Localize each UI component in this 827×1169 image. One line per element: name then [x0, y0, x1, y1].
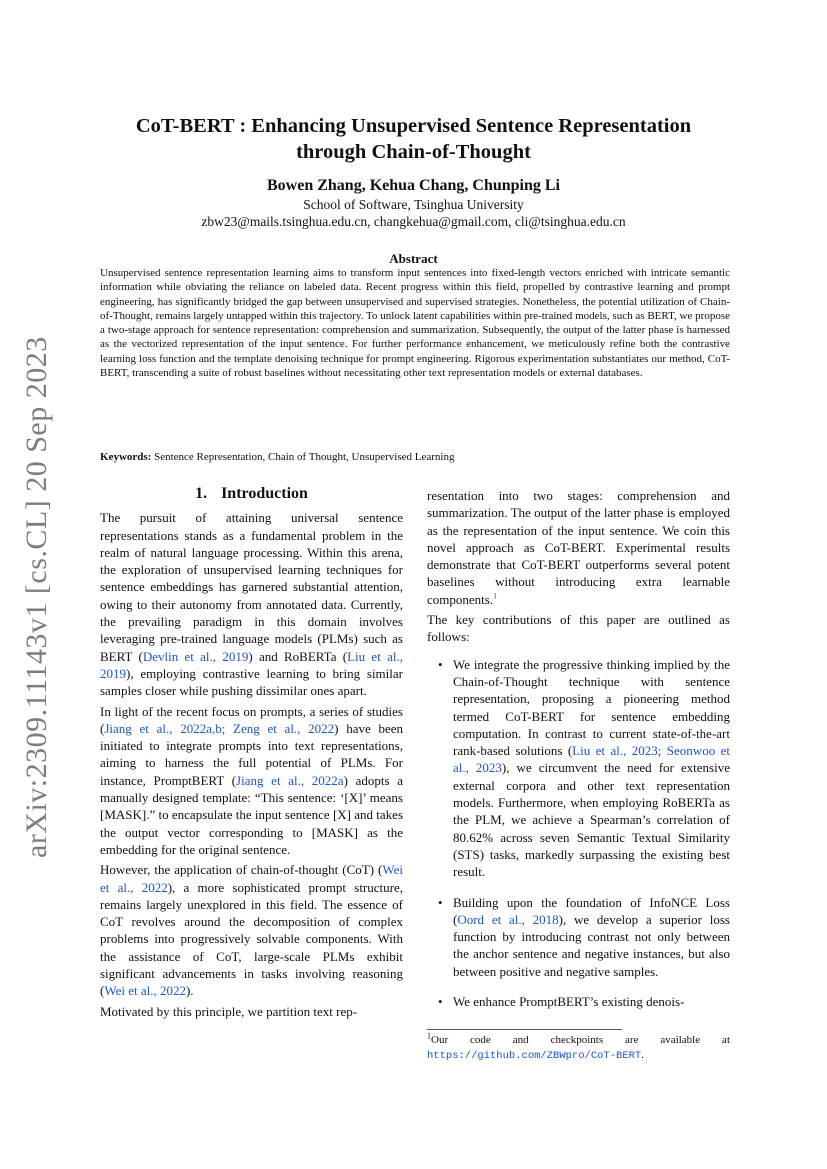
citation-link[interactable]: Liu et al., 2019: [100, 648, 403, 681]
contributions-lead: The key contributions of this paper are outlined as follows:: [427, 612, 730, 645]
list-item: • We integrate the progressive thinking implied by the Chain-of-Thought technique with sentence representation, proposing a pioneering method termed CoT-BERT for sentence embedding computation. In contrast to current state-of-the-art rank-based solutions (Liu et al., 2023; Seonwoo et al., 2023), we circumvent the need for extensive external corpora and other text representation models. Furthermore, when employing RoBERTa as the PLM, we achieve a Spearman’s correlation of 80.62% across seven Semantic Textual Similarity (STS) tasks, markedly surpassing the existing best result.: [427, 656, 730, 881]
citation-link[interactable]: Jiang et al., 2022a: [236, 772, 344, 788]
right-column: [427, 487, 730, 1023]
citation-link[interactable]: Wei et al., 2022: [100, 862, 403, 895]
citation-link[interactable]: Liu et al., 2023; Seonwoo et al., 2023: [453, 743, 731, 776]
abstract-heading: Abstract: [389, 251, 438, 266]
title-line-2: through Chain-of-Thought: [296, 141, 531, 163]
contributions-list: [427, 656, 730, 1011]
list-item: • We enhance PromptBERT’s existing denois-: [427, 993, 730, 1010]
citation-link[interactable]: Devlin et al., 2019: [142, 648, 249, 664]
intro-paragraph-4: Motivated by this principle, we partition text rep-: [100, 1003, 358, 1019]
footnote-divider: [427, 1029, 622, 1030]
title-line-1: CoT-BERT : Enhancing Unsupervised Sentence Representation: [135, 115, 692, 137]
intro-paragraph-continued: resentation into two stages: comprehension and summarization. The output of the latter phase is employed as the representation of the input sentence. We coin this novel approach as CoT-BERT. Experimental results demonstrate that CoT-BERT outperforms several potent baselines without introducing extra learnable components.$^1$: [427, 488, 730, 607]
section-heading-introduction: [100, 485, 403, 502]
paper-title: [90, 113, 737, 165]
citation-link[interactable]: Oord et al., 2018: [457, 911, 559, 927]
keywords-text: Sentence Representation, Chain of Thought, Unsupervised Learning: [154, 451, 455, 463]
keywords-label: Keywords:: [100, 451, 152, 463]
code-repository-link[interactable]: https://github.com/ZBWpro/CoT-BERT: [427, 1050, 642, 1062]
arxiv-identifier: arXiv:2309.11143v1 [cs.CL] 20 Sep 2023: [20, 336, 53, 858]
footnote-marker[interactable]: 1: [493, 591, 498, 601]
footnote-text: Our code and checkpoints are available at: [431, 1034, 730, 1046]
author-emails: zbw23@mails.tsinghua.edu.cn, changkehua@gmail.com, cli@tsinghua.edu.cn: [201, 214, 626, 229]
citation-link[interactable]: Jiang et al., 2022a,b; Zeng et al., 2022: [104, 720, 335, 736]
footnote-number: 1: [427, 1031, 431, 1041]
keywords-line: [100, 451, 730, 463]
section-number: 1.: [195, 485, 208, 502]
affiliation: School of Software, Tsinghua University: [303, 197, 524, 212]
affiliation-block: [90, 196, 737, 230]
citation-link[interactable]: Wei et al., 2022: [104, 983, 186, 999]
section-title: Introduction: [221, 485, 308, 502]
author-list: Bowen Zhang, Kehua Chang, Chunping Li: [267, 177, 560, 194]
intro-paragraph-1: The pursuit of attaining universal sentence representations stands as a fundamental problem in the realm of natural language processing. Within this arena, the exploration of unsupervised learning techniques for sentence embeddings has garnered substantial attention, owing to their autonomy from annotated data. Currently, the prevailing paradigm in this domain involves leveraging pre-trained language models (PLMs) such as BERT (Devlin et al., 2019) and RoBERTa (Liu et al., 2019), employing contrastive learning to bring similar samples closer while pushing dissimilar ones apart.: [100, 510, 403, 699]
intro-paragraph-3: However, the application of chain-of-thought (CoT) (Wei et al., 2022), a more sophisticated prompt structure, remains largely unexplored in this field. The essence of CoT revolves around the decomposition of complex problems into progressively solvable components. With the assistance of CoT, large-scale PLMs exhibit significant advancements in tasks involving reasoning (Wei et al., 2022).: [100, 862, 403, 999]
abstract-text: Unsupervised sentence representation learning aims to transform input sentences into fixed-length vectors enriched with intricate semantic information while obviating the reliance on labeled data. Recent progress within this field, propelled by contrastive learning and prompt engineering, has significantly bridged the gap between unsupervised and supervised strategies. Nonetheless, the potential utilization of Chain-of-Thought, remains largely untapped within this trajectory. To unlock latent capabilities within pre-trained models, such as BERT, we propose a two-stage approach for sentence representation: comprehension and summarization. Subsequently, the output of the latter phase is harnessed as the vectorized representation of the input sentence. For further performance enhancement, we meticulously refine both the contrastive learning loss function and the template denoising technique for prompt engineering. Rigorous experimentation substantiates our method, CoT-BERT, transcending a suite of robust baselines without necessitating other text representation models or external databases.: [100, 267, 730, 380]
left-column: [100, 485, 403, 1023]
intro-paragraph-2: In light of the recent focus on prompts, a series of studies (Jiang et al., 2022a,b; Zeng et al., 2022) have been initiated to integrate prompts into text representations, aiming to harness the full potential of PLMs. For instance, PromptBERT (Jiang et al., 2022a) adopts a manually designed template: “This sentence: ‘[X]’ means [MASK].” to encapsulate the input sentence [X] and takes the output vector corresponding to [MASK] as the embedding for the original sentence.: [100, 703, 403, 857]
list-item: • Building upon the foundation of InfoNCE Loss (Oord et al., 2018), we develop a superior loss function by introducing contrast not only between the anchor sentence and negative instances, but also between positive and negative samples.: [427, 894, 730, 980]
footnote: $^1$Our code and checkpoints are available at https://github.com/ZBWpro/CoT-BERT.: [427, 1031, 730, 1062]
